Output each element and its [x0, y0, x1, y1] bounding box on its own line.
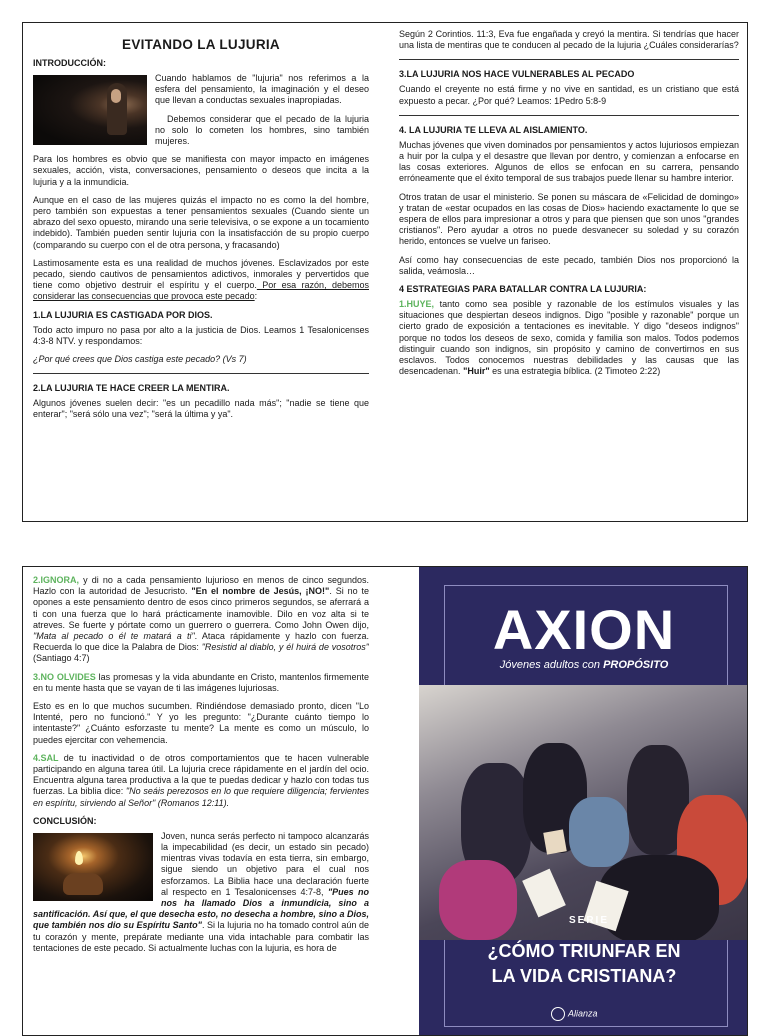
strategy-1-bold: "Huir": [463, 366, 490, 377]
section-2-continued: Según 2 Corintios. 11:3, Eva fue engañada y creyó la mentira. Si tendrías que hacer una lista de mentiras que te conducen al pecado de la lujuria ¿Cuáles considerarías?: [399, 29, 739, 51]
answer-line: [399, 59, 739, 60]
strategy-2-text: y di no a cada pensamiento lujurioso en menos de cinco segundos. Hazlo con la autoridad de Jesucristo.: [33, 575, 369, 597]
strategy-2-text-3: . Ataca rápidamente y hazlo con fuerza. Recuerda lo que dice la Palabra de Dios:: [33, 631, 369, 653]
strategy-1: [399, 299, 739, 377]
person-pink-jacket: [439, 860, 517, 940]
axion-cover: [419, 567, 748, 1036]
strategy-1-text: tanto como sea posible y razonable de los estímulos visuales y las situaciones que despiertan deseos indignos. Digo "posible y razonable" porque un cierto grado de exposición a tentaciones es inevitable. Y digo "deseos indignos" porque no todos los deseos de sexo, comida y familia son malos. Todos podemos distinguir cuando son indignos, sin propósito y camino de convertirnos en sus esclavos. Todos conocemos nuestras debilidades y las causas que las desencadenan.: [399, 299, 739, 377]
strategy-2: [33, 575, 369, 665]
strategy-2-ref: (Santiago 4:7): [33, 653, 90, 664]
tagline-text: Jóvenes adultos con: [499, 659, 604, 671]
candle-flame: [75, 851, 83, 865]
answer-line: [399, 115, 739, 116]
conclusion-photo: [33, 833, 153, 901]
section-3-heading: 3.LA LUJURIA NOS HACE VULNERABLES AL PECADO: [399, 69, 635, 80]
cover-serie: [419, 915, 748, 926]
section-1-heading: 1.LA LUJURIA ES CASTIGADA POR DIOS.: [33, 309, 213, 320]
right-column: [399, 23, 739, 521]
axion-logo: AXION: [492, 598, 676, 661]
reality-text: Lastimosamente esta es una realidad de muchos jóvenes. Esclavizados por este pecado, siendo cautivos de pensamientos adictivos, inmorales y pervertidos que tiene como objetivo destruir el espíritu y el cuerpo.: [33, 257, 369, 291]
cover-title: [419, 939, 748, 989]
page-title: EVITANDO LA LUJURIA: [122, 37, 280, 52]
strategy-4-quote: "No seáis perezosos en lo que requiere diligencia; fervientes en espíritu, sirviendo al Señor" (Romanos 12:11).: [33, 786, 369, 808]
left-column: [33, 23, 369, 521]
strategy-2-quote-2: "Resistid al diablo, y él huirá de vosotros": [201, 642, 369, 653]
section-4-text-2: Otros tratan de usar el ministerio. Se ponen su máscara de «Felicidad de domingo» y tratan de «estar ocupados en las cosas de Dios» haciendo exactamente lo que se espera de ellos para impresionar a otros y para que piensen que son unos "grandes cristianos". Pero ayudar a otros no puede desvanecer su soledad y su corazón herido, entonces se vuelve un fariseo.: [399, 191, 739, 247]
strategy-3-label: 3.NO OLVIDES: [33, 671, 96, 682]
intro-photo: [33, 75, 147, 145]
section-1-text: Todo acto impuro no pasa por alto a la justicia de Dios. Leamos 1 Tesalonicenses 4:3-8 NTV. y respondamos:: [33, 324, 369, 346]
conclusion-heading: CONCLUSIÓN:: [33, 815, 97, 826]
strategy-3-text: las promesas y la vida abundante en Cristo, mantenlos firmemente en tu mente hasta que se vayan de ti las imágenes lujuriosas.: [33, 671, 369, 693]
strategy-4-text: de tu inactividad o de otros comportamientos que te hacen vulnerable participando en alguna tarea útil. La lujuria crece rápidamente en el jardín del ocio. Encuentra alguna tarea productiva a la que te puedas dedicar y hazlo con todas tus fuerzas. La biblia dice:: [33, 752, 369, 797]
paragraph-reality: [33, 258, 369, 303]
tagline-bold: PROPÓSITO: [603, 659, 669, 671]
strategy-2-label: 2.IGNORA,: [33, 575, 80, 585]
strategy-3-paragraph-2: Esto es en lo que muchos sucumben. Rindiéndose demasiado pronto, dicen "Lo Intenté, pero no funcionó." Y yo les pregunto: "¿Durante cuánto tiempo lo intentaste?" ¿Cuánto esforzaste tu mente? La mente es como un músculo, lo puedes ejercitar con vehemencia.: [33, 701, 369, 745]
left-column: [33, 567, 369, 1036]
conclusion-text-2: . Si la lujuria no ha tomado control aún de tu corazón y mente, prepárate mediante una vida intachable para combatir las tentaciones de este pecado. Si actualmente luchas con la lujuria, es hora de: [33, 920, 369, 953]
paragraph-women: Aunque en el caso de las mujeres quizás el impacto no es como la del hombre, pero también son expuestas a tener pensamientos sexuales (Cuando siente un abrazo del sexo opuesto, mirando una serie televisiva, o se expone a un tocamiento indebido). También pueden sentir lujuria con la insatisfacción de su propio cuerpo (comparando su cuerpo con el de otra persona, y fracasando): [33, 194, 369, 250]
cover-title-line-2: LA VIDA CRISTIANA?: [491, 966, 677, 986]
strategy-2-bold: "En el nombre de Jesús, ¡NO!": [191, 586, 330, 597]
strategy-1-end: es una estrategia bíblica. (2 Timoteo 2:22): [489, 366, 661, 377]
section-2-text: Algunos jóvenes suelen decir: "es un pecadillo nada más"; "nadie se tiene que enterar"; "será sólo una vez"; "será la última y ya".: [33, 398, 369, 420]
serie-label: SERIE: [569, 915, 610, 926]
section-4-text-3: Así como hay consecuencias de este pecado, también Dios nos proporcionó la salida, veámosla…: [399, 254, 739, 276]
answer-line: [33, 373, 369, 374]
alianza-logo: [551, 1007, 598, 1021]
section-3-text: Cuando el creyente no está firme y no vive en santidad, es un cristiano que está expuesto a pecar. ¿Por qué? Leamos: 1Pedro 5:8-9: [399, 84, 739, 106]
cover-tagline: [419, 659, 748, 671]
page-strategies-and-cover: [22, 566, 748, 1036]
page-evitando-la-lujuria: [22, 22, 748, 522]
woman-face: [111, 89, 121, 103]
cover-title-line-1: ¿CÓMO TRIUNFAR EN: [487, 941, 681, 961]
strategy-4: [33, 753, 369, 809]
conclusion-quote: "Pues no nos ha llamado Dios a inmundicia, sino a santificación. Así que, el que desecha esto, no desecha a hombre, sino a Dios, que también nos dio su Espíritu Santo": [33, 886, 369, 931]
intro-paragraph-1: Cuando hablamos de "lujuria" nos referimos a la esfera del pensamiento, la imaginación y el deseo que llevan a conductas sexuales inapropiadas.: [155, 73, 369, 106]
reality-colon: :: [254, 291, 258, 302]
bible-page: [543, 829, 567, 854]
alianza-text: Alianza: [568, 1008, 598, 1019]
alianza-emblem-icon: [551, 1007, 565, 1021]
intro-paragraph-2: Debemos considerar que el pecado de la lujuria no solo lo cometen los hombres, sino también mujeres.: [155, 113, 369, 147]
paragraph-men: Para los hombres es obvio que se manifiesta con mayor impacto en imágenes sexuales, acción, vista, conversaciones, pensamiento o deseos que incita a la lujuria y a la inmundicia.: [33, 154, 369, 187]
strategies-heading: 4 ESTRATEGIAS PARA BATALLAR CONTRA LA LUJURIA:: [399, 284, 647, 295]
reality-underlined: Por esa razón, debemos considerar las consecuencias que provoca este pecado: [33, 280, 369, 302]
person-denim: [569, 797, 629, 867]
section-1-question: ¿Por qué crees que Dios castiga este pecado? (Vs 7): [33, 354, 247, 365]
strategy-2-text-2: . Si no te opones a este pensamiento dentro de esos cinco primeros segundos, se aferrará a ti con una fuerza que lo hará prácticamente inamovible. Dilo en voz alta si te atreves. Se fuerte y pórtate como un guerrero o guerrera. Como John Owen dijo,: [33, 586, 369, 630]
strategy-4-label: 4.SAL: [33, 752, 59, 763]
cover-photo-group-bible-study: [419, 685, 748, 940]
strategy-2-quote: "Mata al pecado o él te matará a ti": [33, 631, 195, 642]
section-4-text-1: Muchas jóvenes que viven dominados por pensamientos y actos lujuriosos empiezan a huir por la culpa y el desastre que llevan por dentro, y comienzan a enfocarse en las cosas exteriores. Algunos de ellos se enfocan en su carrera, pensando erróneamente que el éxito temporal de sus trabajos puede llenar su hambre interior.: [399, 139, 739, 184]
intro-heading: INTRODUCCIÓN:: [33, 58, 106, 68]
hands-silhouette: [63, 873, 103, 895]
strategy-1-label: 1.HUYE,: [399, 299, 435, 310]
strategy-3: [33, 672, 369, 694]
section-4-heading: 4. LA LUJURIA TE LLEVA AL AISLAMIENTO.: [399, 124, 588, 135]
conclusion-text-1: Joven, nunca serás perfecto ni tampoco alcanzarás la impecabilidad (es decir, un estado sin pecado) mientras vivas todavía en esta tierra, sin embargo, sigue siendo un objetivo para el cual nos esforzamos. La Biblia hace una declaración fuerte al respecto en 1 Tesalonicenses 4:7-8,: [161, 830, 369, 897]
section-2-heading: 2.LA LUJURIA TE HACE CREER LA MENTIRA.: [33, 383, 230, 394]
